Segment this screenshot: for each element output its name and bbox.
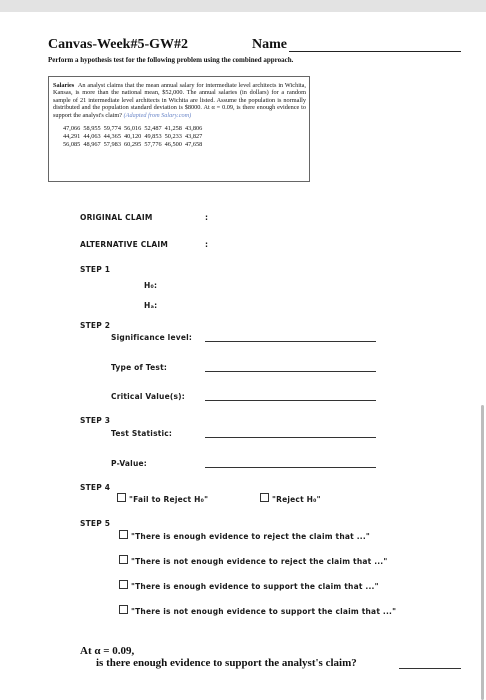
table-cell: 57,776 [144, 141, 162, 149]
critical-values-line [205, 400, 376, 401]
conclusion-checkbox[interactable] [119, 580, 128, 589]
table-cell: 41,258 [164, 125, 182, 133]
fail-to-reject-checkbox[interactable] [117, 493, 126, 502]
table-cell: 44,365 [103, 133, 121, 141]
table-cell: 56,016 [123, 125, 142, 133]
table-cell: 48,967 [83, 141, 101, 149]
step4-label: STEP 4 [80, 483, 111, 492]
table-cell: 46,500 [164, 141, 182, 149]
table-cell: 52,487 [144, 125, 162, 133]
final-question-alpha: At α = 0.09, [80, 645, 135, 657]
table-cell: 40,120 [123, 133, 142, 141]
null-hypothesis-label: H₀: [144, 281, 158, 290]
table-cell: 49,853 [144, 133, 162, 141]
final-question: is there enough evidence to support the analyst's claim? [96, 657, 357, 669]
instructions: Perform a hypothesis test for the following problem using the combined approach. [48, 56, 294, 64]
conclusion-checkbox[interactable] [119, 530, 128, 539]
problem-heading: Salaries [53, 82, 75, 89]
table-cell: 43,806 [184, 125, 203, 133]
type-of-test-label: Type of Test: [111, 363, 168, 372]
alternative-claim-label: ALTERNATIVE CLAIM [80, 240, 169, 249]
type-of-test-line [205, 371, 376, 372]
problem-text: An analyst claims that the mean annual salary for intermediate level architects in Wichita, Kansas, is more than the national mean, $52,000. The annual salaries (in dollars) for a random sample of 21 intermediate level architects in Wichita are listed. Assume the population is normally distributed and the population standard deviation is $8000. At α = 0.09, is there enough evidence to support the analyst's claim? [53, 82, 306, 119]
table-cell: 44,291 [63, 133, 81, 141]
test-statistic-line [205, 437, 376, 438]
table-cell: 50,233 [164, 133, 182, 141]
conclusion-option: "There is not enough evidence to reject the claim that ..." [131, 557, 388, 566]
table-cell: 56,085 [63, 141, 81, 149]
alt-hypothesis-label: Hₐ: [144, 301, 158, 310]
name-blank-line [289, 51, 461, 52]
table-cell: 44,063 [83, 133, 101, 141]
original-claim-label: ORIGINAL CLAIM [80, 213, 153, 222]
table-row [63, 141, 205, 149]
significance-level-line [205, 341, 376, 342]
conclusion-option: "There is enough evidence to support the claim that ..." [131, 582, 379, 591]
step5-label: STEP 5 [80, 519, 111, 528]
step1-label: STEP 1 [80, 265, 111, 274]
conclusion-checkbox[interactable] [119, 605, 128, 614]
reject-label: "Reject H₀" [272, 495, 321, 504]
alternative-claim-colon: : [205, 240, 209, 249]
table-row [63, 133, 205, 141]
table-cell: 58,955 [83, 125, 101, 133]
step3-label: STEP 3 [80, 416, 111, 425]
table-cell: 47,658 [184, 141, 203, 149]
table-cell: 59,774 [103, 125, 121, 133]
final-answer-line [399, 668, 461, 669]
salary-table [63, 125, 205, 149]
conclusion-option: "There is enough evidence to reject the claim that ..." [131, 532, 370, 541]
p-value-label: P-Value: [111, 459, 147, 468]
table-cell: 47,066 [63, 125, 81, 133]
reject-checkbox[interactable] [260, 493, 269, 502]
significance-level-label: Significance level: [111, 333, 193, 342]
fail-to-reject-label: "Fail to Reject H₀" [129, 495, 209, 504]
table-row [63, 125, 205, 133]
table-cell: 60,295 [123, 141, 142, 149]
problem-box [48, 76, 310, 182]
top-strip [0, 0, 486, 12]
critical-values-label: Critical Value(s): [111, 392, 185, 401]
conclusion-checkbox[interactable] [119, 555, 128, 564]
scrollbar[interactable] [481, 405, 484, 700]
p-value-line [205, 467, 376, 468]
table-cell: 43,827 [184, 133, 203, 141]
page-title: Canvas-Week#5-GW#2 [48, 37, 188, 52]
original-claim-colon: : [205, 213, 209, 222]
name-label: Name [252, 37, 287, 52]
step2-label: STEP 2 [80, 321, 111, 330]
conclusion-option: "There is not enough evidence to support the claim that ..." [131, 607, 397, 616]
table-cell: 57,983 [103, 141, 121, 149]
test-statistic-label: Test Statistic: [111, 429, 173, 438]
problem-source: (Adapted from Salary.com) [123, 111, 192, 119]
